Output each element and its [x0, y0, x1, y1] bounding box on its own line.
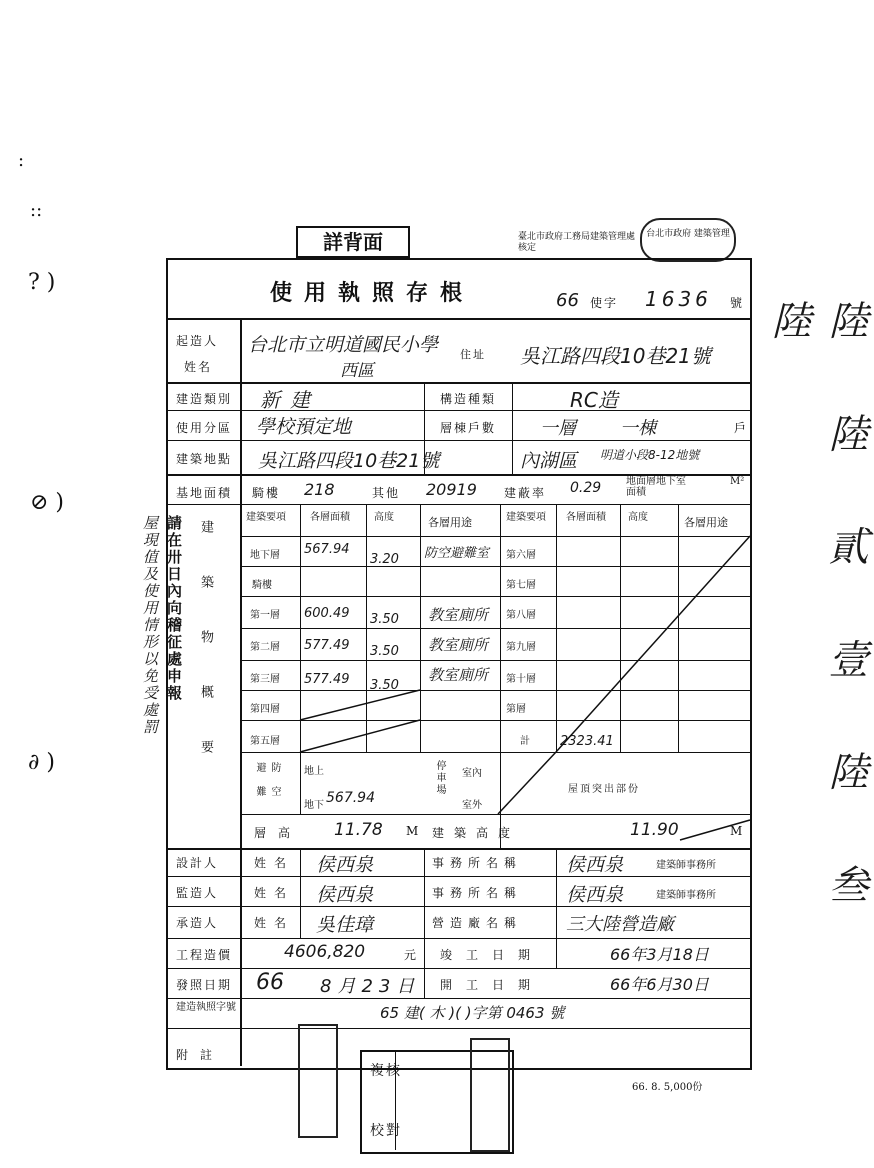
- row-use-left: 教室廁所: [428, 666, 489, 684]
- label-outdoor: 室外: [462, 800, 482, 811]
- row-name-right: 第九層: [506, 642, 536, 653]
- license-year: 66: [556, 290, 579, 311]
- suffix-office: 建築師事務所: [656, 890, 716, 901]
- value-bldg-height: 11.90: [630, 820, 679, 840]
- value-factory: 三大陸營造廠: [566, 914, 674, 935]
- row-name-left: 第二層: [250, 642, 280, 653]
- red-seal: [470, 1038, 510, 1152]
- row-area-left: 567.94: [304, 542, 350, 557]
- header-use-left: 各層用途: [428, 516, 472, 529]
- header-area-right: 各層面積: [566, 512, 606, 523]
- unit-m2: M²: [730, 476, 745, 487]
- print-code: 66. 8. 5,000份: [632, 1082, 703, 1093]
- value-location: 吳江路四段10巷21號: [258, 450, 440, 472]
- label-arcade: 騎樓: [252, 486, 281, 500]
- row-name-left: 第三層: [250, 674, 280, 685]
- label-basement-area: 地面層地下室面積: [626, 476, 686, 498]
- row-height-left: 3.20: [370, 552, 399, 567]
- row-area-left: 577.49: [304, 638, 350, 653]
- label-site-area: 基地面積: [176, 486, 233, 500]
- label-name: 姓名: [254, 856, 295, 870]
- row-use-left: 防空避難室: [424, 546, 490, 561]
- row-name-left: 第四層: [250, 704, 280, 715]
- value-floors: 一層: [540, 418, 576, 439]
- header-use-right: 各層用途: [684, 516, 728, 529]
- label-address: 住址: [460, 348, 486, 361]
- label-builder: 起造人: [176, 334, 219, 348]
- license-no: 1636: [645, 287, 712, 311]
- value-complete: 66年3月18日: [610, 945, 709, 964]
- row-use-left: 教室廁所: [428, 636, 489, 654]
- label-permit: 建造執照字號: [176, 1002, 236, 1013]
- label-use-zone: 使用分區: [176, 421, 233, 435]
- label-build-type: 建造類別: [176, 392, 233, 406]
- row-name-right: 計: [520, 736, 530, 747]
- row-height-left: 3.50: [370, 644, 399, 659]
- total-area: 2323.41: [560, 734, 614, 749]
- unit-m-2: M: [730, 824, 745, 838]
- margin-mark: ⊘ ): [30, 490, 65, 515]
- row-height-left: 3.50: [370, 678, 399, 693]
- header-item-left: 建築要項: [246, 512, 286, 523]
- unit-hu: 戶: [734, 421, 749, 435]
- value-start: 66年6月30日: [610, 975, 709, 994]
- value-floors-2: 一棟: [620, 418, 656, 439]
- right-margin-chars: 陸 陸 貳 壹 陸 叁 陸: [765, 300, 868, 934]
- label-office: 事務所名稱: [432, 886, 523, 900]
- row-area-left: 577.49: [304, 672, 350, 687]
- value-use-zone: 學校預定地: [256, 416, 352, 438]
- margin-mark: ::: [30, 200, 43, 221]
- margin-mark: ? ): [28, 270, 56, 295]
- label-floors: 層棟戶數: [440, 421, 497, 435]
- row-name-left: 第五層: [250, 736, 280, 747]
- label-roof: 屋頂突出部份: [568, 784, 640, 795]
- value-designer: 侯西泉: [316, 854, 374, 876]
- label-shelter: 防空避難: [254, 762, 280, 810]
- row-name-right: 第十層: [506, 674, 536, 685]
- suffix-office: 建築師事務所: [656, 860, 716, 871]
- label-structure: 構造種類: [440, 392, 497, 406]
- label-cost: 工程造價: [176, 948, 233, 962]
- label-complete: 竣工日期: [440, 948, 545, 962]
- margin-mark: ∂ ): [28, 750, 55, 775]
- label-factory: 營造廠名稱: [432, 916, 523, 930]
- label-above: 地上: [304, 766, 324, 777]
- row-use-left: 教室廁所: [428, 606, 489, 624]
- vertical-stamp: [298, 1024, 338, 1138]
- margin-mark: :: [18, 150, 25, 171]
- label-check: 複核: [370, 1063, 402, 1079]
- label-indoor: 室內: [462, 768, 482, 779]
- value-other: 20919: [426, 480, 477, 499]
- label-other: 其他: [372, 486, 401, 500]
- value-structure: RC造: [570, 388, 618, 412]
- value-below: 567.94: [326, 790, 375, 806]
- label-office: 事務所名稱: [432, 856, 523, 870]
- label-builder-name: 姓名: [184, 360, 213, 374]
- value-location-3: 明道小段8-12地號: [600, 448, 700, 462]
- value-issue-year: 66: [256, 970, 284, 995]
- value-contractor: 吳佳璋: [316, 914, 374, 936]
- value-office-1: 侯西泉: [566, 854, 624, 876]
- header-tag: 詳背面: [296, 226, 410, 258]
- value-coverage: 0.29: [570, 480, 602, 496]
- row-name-left: 騎樓: [252, 580, 272, 591]
- label-name: 姓名: [254, 886, 295, 900]
- value-supervisor: 侯西泉: [316, 884, 374, 906]
- row-area-left: 600.49: [304, 606, 350, 621]
- row-name-right: 第七層: [506, 580, 536, 591]
- approval-stamp: 臺北市政府工務局建築管理處 核定: [518, 232, 636, 253]
- row-name-right: 第層: [506, 704, 526, 715]
- left-note-1: 屋現值及使用情形以免受處罰: [141, 515, 159, 736]
- value-build-type: 新建: [260, 388, 320, 412]
- value-office-2: 侯西泉: [566, 884, 624, 906]
- header-area-left: 各層面積: [310, 512, 350, 523]
- license-word: 使字: [590, 296, 619, 310]
- round-stamp: 台北市政府 建築管理: [640, 218, 736, 262]
- header-item-right: 建築要項: [506, 512, 546, 523]
- label-name: 姓名: [254, 916, 295, 930]
- label-verify: 校對: [370, 1123, 402, 1139]
- row-name-left: 地下層: [250, 550, 280, 561]
- label-location: 建築地點: [176, 452, 233, 466]
- value-issue-date: 8月23日: [320, 976, 421, 997]
- row-name-left: 第一層: [250, 610, 280, 621]
- license-suffix: 號: [730, 296, 745, 310]
- section-label: 建築物概要: [198, 520, 213, 795]
- label-designer: 設計人: [176, 856, 219, 870]
- label-issue: 發照日期: [176, 978, 233, 992]
- label-below: 地下: [304, 800, 324, 811]
- label-bldg-height: 建築高度: [432, 826, 521, 840]
- header-height-left: 高度: [374, 512, 394, 523]
- left-note-2: 請在卅日內向稽征處申報: [165, 515, 183, 702]
- value-cost: 4606,820: [284, 942, 366, 962]
- value-floor-height: 11.78: [334, 820, 383, 840]
- value-location-2: 內湖區: [520, 450, 578, 472]
- unit-yuan: 元: [404, 948, 419, 962]
- unit-m: M: [406, 824, 421, 838]
- row-name-right: 第八層: [506, 610, 536, 621]
- row-name-right: 第六層: [506, 550, 536, 561]
- form-title: 使用執照存根: [270, 280, 475, 306]
- value-builder-name-2: 西區: [340, 361, 374, 381]
- label-contractor: 承造人: [176, 916, 219, 930]
- label-coverage: 建蔽率: [504, 486, 547, 500]
- label-note: 附註: [176, 1048, 225, 1062]
- header-height-right: 高度: [628, 512, 648, 523]
- label-start: 開工日期: [440, 978, 545, 992]
- label-supervisor: 監造人: [176, 886, 219, 900]
- label-parking: 停車場: [434, 760, 445, 796]
- row-height-left: 3.50: [370, 612, 399, 627]
- value-permit: 65 建( 木 )( )字第 0463 號: [380, 1004, 565, 1022]
- value-arcade: 218: [304, 480, 335, 499]
- label-floor-height: 層高: [254, 826, 303, 840]
- value-address: 吳江路四段10巷21號: [520, 344, 711, 368]
- value-builder-name: 台北市立明道國民小學: [248, 334, 439, 356]
